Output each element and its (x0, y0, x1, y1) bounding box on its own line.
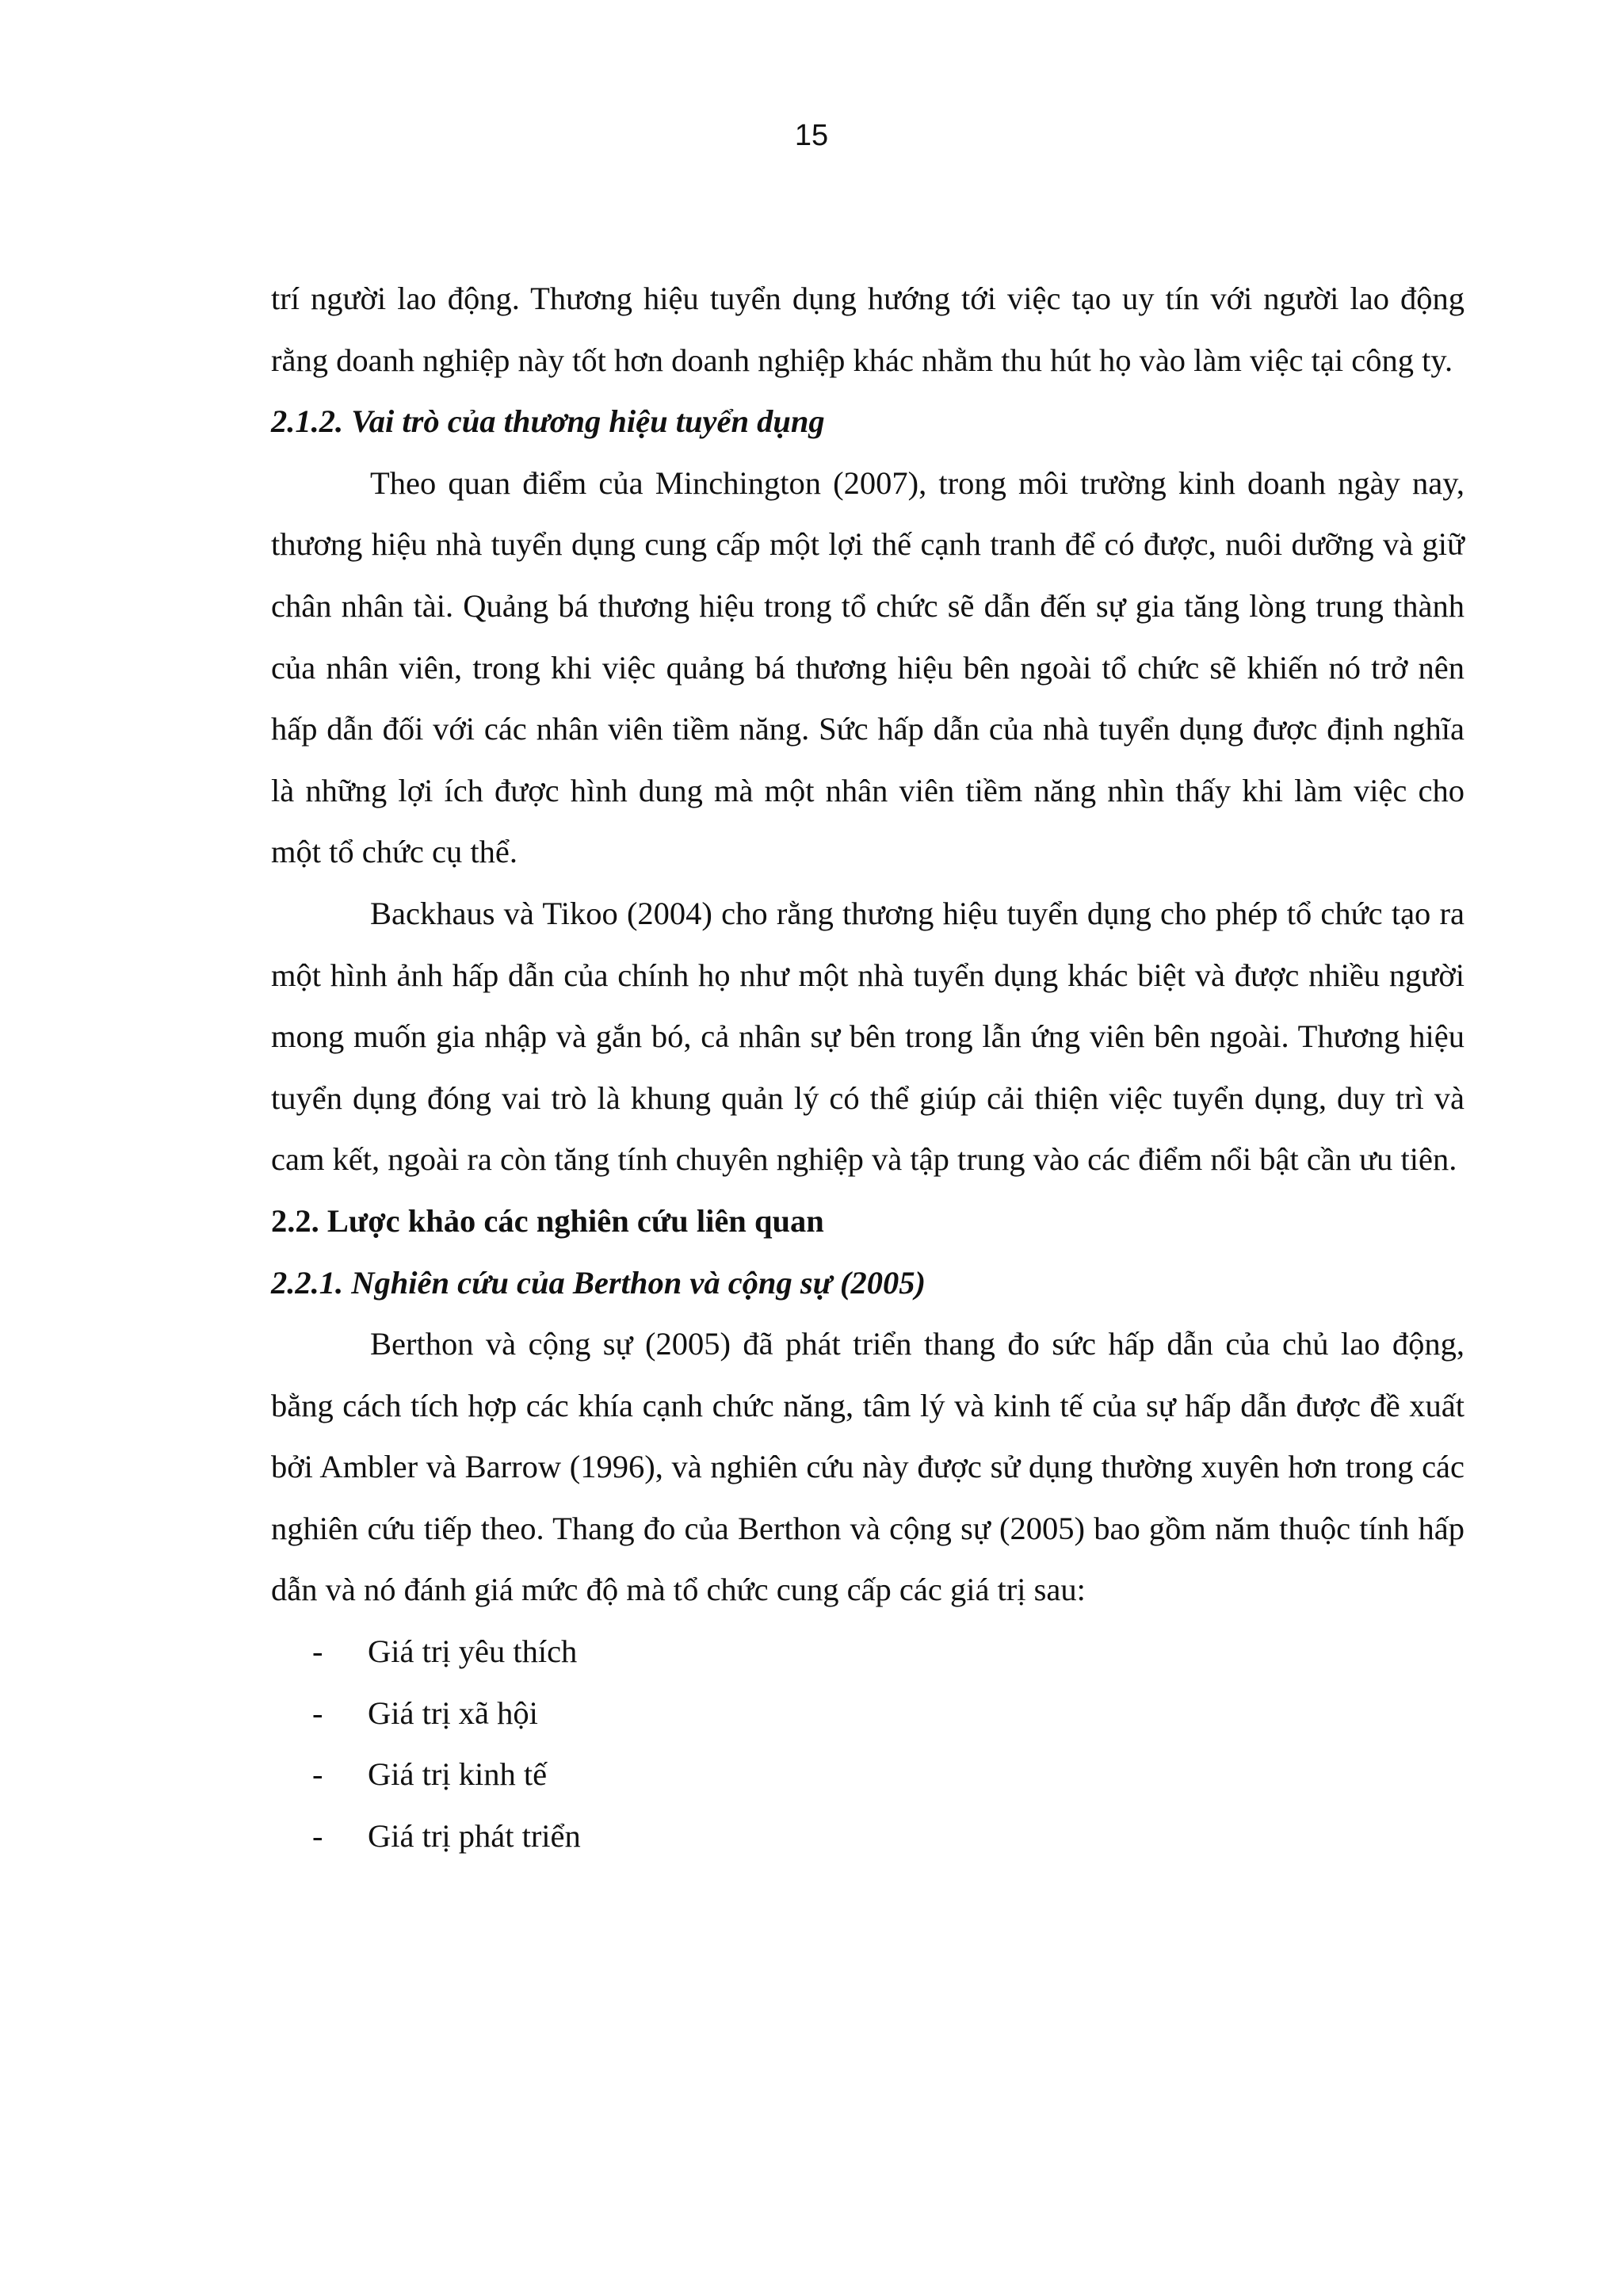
list-item (271, 1805, 1465, 1867)
list-item-text: Giá trị yêu thích (368, 1633, 578, 1670)
section-heading-2-2: 2.2. Lược khảo các nghiên cứu liên quan (271, 1202, 824, 1239)
list-item-text: Giá trị xã hội (368, 1694, 538, 1731)
list-item (271, 1683, 1465, 1744)
list-marker: - (312, 1694, 323, 1731)
list-marker: - (312, 1817, 323, 1854)
page-number: 15 (794, 119, 829, 152)
list-item (271, 1744, 1465, 1805)
paragraph-minchington: Theo quan điểm của Minchington (2007), trong môi trường kinh doanh ngày nay, thương hiệu nhà tuyển dụng cung cấp một lợi thế cạnh tranh để có được, nuôi dưỡng và giữ chân nhân tài. Quảng bá thương hiệu trong tổ chức sẽ dẫn đến sự gia tăng lòng trung thành của nhân viên, trong khi việc quảng bá thương hiệu bên ngoài tổ chức sẽ khiến nó trở nên hấp dẫn đối với các nhân viên tiềm năng. Sức hấp dẫn của nhà tuyển dụng được định nghĩa là những lợi ích được hình dung mà một nhân viên tiềm năng nhìn thấy khi làm việc cho một tổ chức cụ thể. (271, 464, 1465, 870)
list-item-text: Giá trị phát triển (368, 1817, 581, 1854)
paragraph-berthon: Berthon và cộng sự (2005) đã phát triển thang đo sức hấp dẫn của chủ lao động, bằng cách tích hợp các khía cạnh chức năng, tâm lý và kinh tế của sự hấp dẫn được đề xuất bởi Ambler và Barrow (1996), và nghiên cứu này được sử dụng thường xuyên hơn trong các nghiên cứu tiếp theo. Thang đo của Berthon và cộng sự (2005) bao gồm năm thuộc tính hấp dẫn và nó đánh giá mức độ mà tổ chức cung cấp các giá trị sau: (271, 1326, 1465, 1608)
section-heading-2-2-1: 2.2.1. Nghiên cứu của Berthon và cộng sự (2005) (271, 1264, 926, 1301)
list-item-text: Giá trị kinh tế (368, 1756, 548, 1793)
value-list (271, 1621, 1465, 1866)
section-heading-2-1-2: 2.1.2. Vai trò của thương hiệu tuyển dụng (271, 403, 825, 440)
list-item (271, 1621, 1465, 1683)
list-marker: - (312, 1633, 323, 1670)
paragraph-backhaus-tikoo: Backhaus và Tikoo (2004) cho rằng thương hiệu tuyển dụng cho phép tổ chức tạo ra một hình ảnh hấp dẫn của chính họ như một nhà tuyển dụng khác biệt và được nhiều người mong muốn gia nhập và gắn bó, cả nhân sự bên trong lẫn ứng viên bên ngoài. Thương hiệu tuyển dụng đóng vai trò là khung quản lý có thể giúp cải thiện việc tuyển dụng, duy trì và cam kết, ngoài ra còn tăng tính chuyên nghiệp và tập trung vào các điểm nổi bật cần ưu tiên. (271, 895, 1465, 1178)
document-body (271, 268, 1465, 1866)
list-marker: - (312, 1756, 323, 1793)
paragraph-continuation: trí người lao động. Thương hiệu tuyển dụng hướng tới việc tạo uy tín với người lao động rằng doanh nghiệp này tốt hơn doanh nghiệp khác nhằm thu hút họ vào làm việc tại công ty. (271, 281, 1465, 378)
